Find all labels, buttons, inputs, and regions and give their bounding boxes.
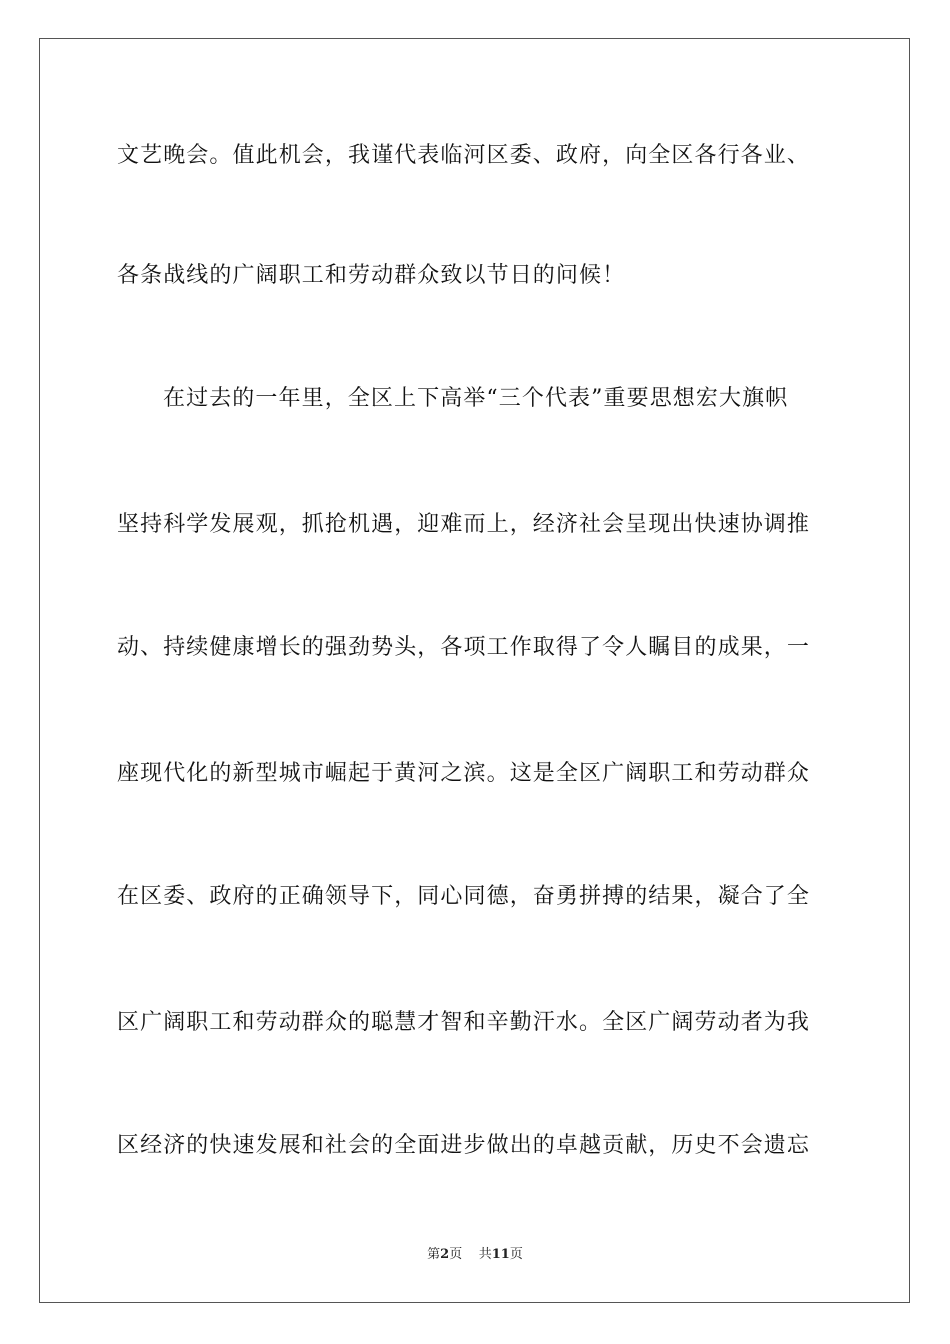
total-pages: 11 bbox=[491, 1247, 510, 1262]
text-line-6: 座现代化的新型城市崛起于黄河之滨。这是全区广阔职工和劳动群众 bbox=[117, 761, 811, 786]
text-line-7: 在区委、政府的正确领导下，同心同德，奋勇拼搏的结果，凝合了全 bbox=[117, 884, 811, 909]
text-line-9: 区经济的快速发展和社会的全面进步做出的卓越贡献，历史不会遗忘 bbox=[117, 1133, 811, 1158]
text-line-2: 各条战线的广阔职工和劳动群众致以节日的问候！ bbox=[117, 263, 626, 288]
page-prefix: 第 bbox=[427, 1247, 441, 1262]
total-prefix: 共 bbox=[478, 1247, 492, 1262]
text-line-5: 动、持续健康增长的强劲势头，各项工作取得了令人瞩目的成果，一 bbox=[117, 635, 811, 660]
text-line-4: 坚持科学发展观，抓抢机遇，迎难而上，经济社会呈现出快速协调推 bbox=[117, 512, 811, 537]
text-line-3: 在过去的一年里，全区上下高举“三个代表”重要思想宏大旗帜 bbox=[163, 386, 789, 411]
total-suffix: 页 bbox=[509, 1247, 523, 1262]
text-line-1: 文艺晚会。值此机会，我谨代表临河区委、政府，向全区各行各业、 bbox=[117, 143, 811, 168]
page-border bbox=[39, 38, 910, 1303]
page-footer bbox=[0, 1246, 950, 1264]
text-line-8: 区广阔职工和劳动群众的聪慧才智和辛勤汗水。全区广阔劳动者为我 bbox=[117, 1010, 811, 1035]
page-number: 2 bbox=[440, 1247, 450, 1262]
page-suffix: 页 bbox=[449, 1247, 463, 1262]
